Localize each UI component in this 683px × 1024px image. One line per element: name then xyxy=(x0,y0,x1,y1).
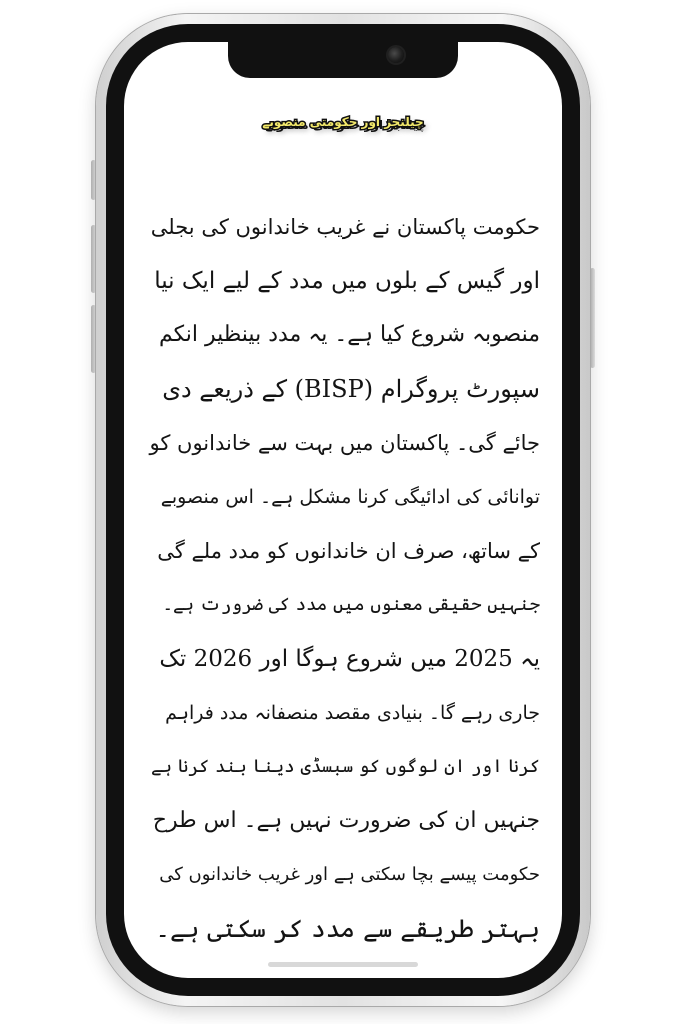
body-line: جنہیں حقیقی معنوں میں مدد کی ضرورت ہے۔ xyxy=(162,594,540,615)
article-body xyxy=(148,200,540,956)
body-line: سپورٹ پروگرام (BISP) کے ذریعے دی xyxy=(162,375,540,403)
body-line: جاری رہے گا۔ بنیادی مقصد منصفانہ مدد فراہم xyxy=(165,702,540,724)
camera-icon xyxy=(388,47,404,63)
body-line: کے ساتھ، صرف ان خاندانوں کو مدد ملے گی xyxy=(157,539,540,563)
body-line: توانائی کی ادائیگی کرنا مشکل ہے۔ اس منصوبے xyxy=(160,486,540,508)
body-line: کرنا اور ان لوگوں کو سبسڈی دینا بند کرنا ہے xyxy=(151,756,540,777)
power-button xyxy=(590,268,595,368)
body-line: یہ 2025 میں شروع ہوگا اور 2026 تک xyxy=(159,646,540,672)
home-indicator xyxy=(268,962,418,967)
body-line: جنہیں ان کی ضرورت نہیں ہے۔ اس طرح xyxy=(152,808,540,833)
body-line: جائے گی۔ پاکستان میں بہت سے خاندانوں کو xyxy=(149,431,540,455)
body-line: اور گیس کے بلوں میں مدد کے لیے ایک نیا xyxy=(154,268,540,294)
page-title: چیلنجز اور حکومتی منصوبے xyxy=(262,115,424,129)
body-line: حکومت پاکستان نے غریب خاندانوں کی بجلی xyxy=(150,215,540,239)
phone-notch xyxy=(228,42,458,78)
body-line: بہتر طریقے سے مدد کر سکتی ہے۔ xyxy=(155,914,540,943)
body-line: منصوبہ شروع کیا ہے۔ یہ مدد بینظیر انکم xyxy=(158,322,540,347)
body-line: حکومت پیسے بچا سکتی ہے اور غریب خاندانوں کی xyxy=(159,864,540,885)
